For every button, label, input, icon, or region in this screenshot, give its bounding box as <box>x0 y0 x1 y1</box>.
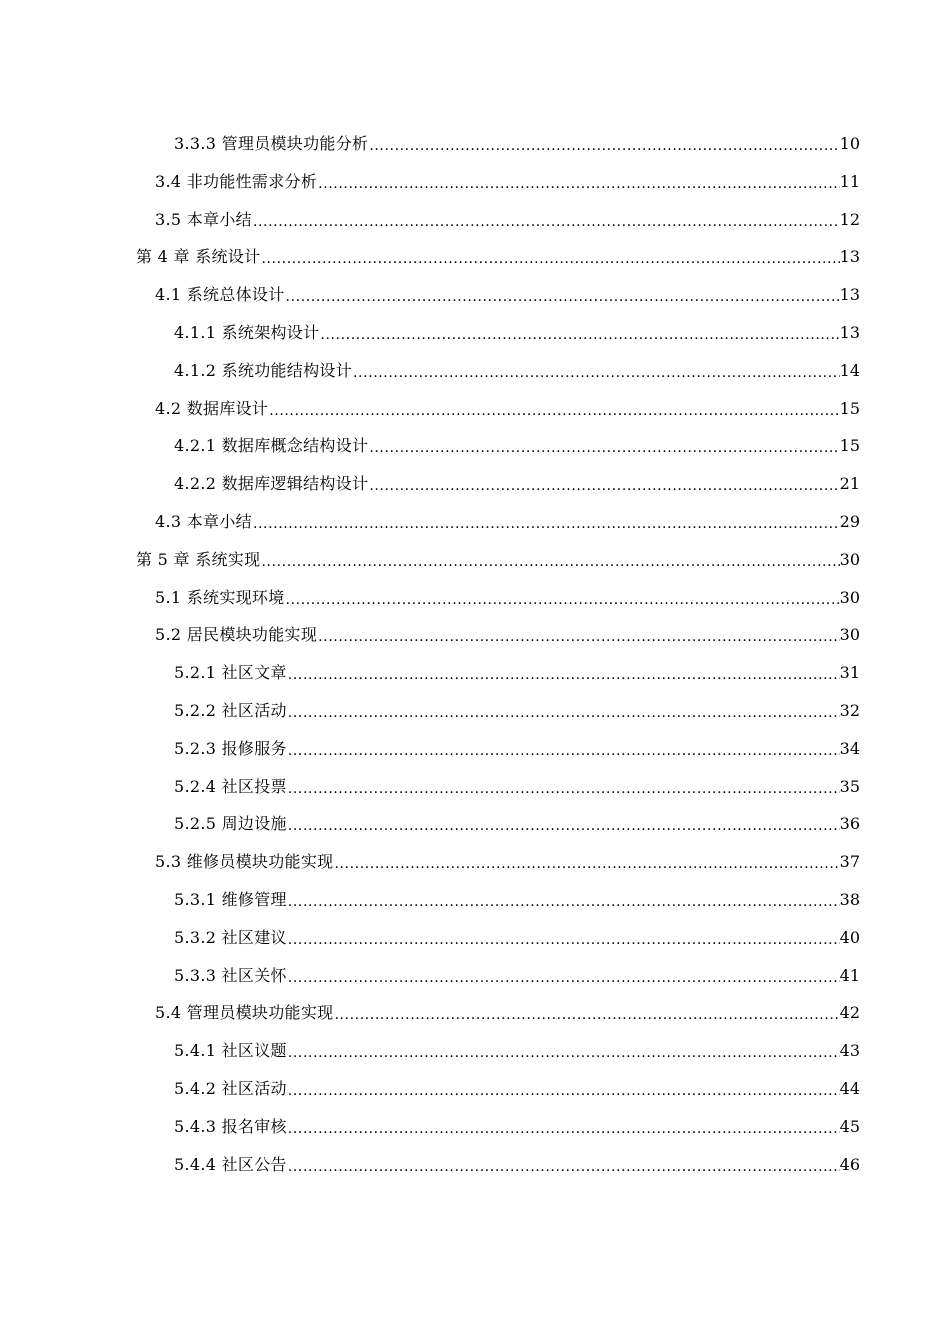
toc-entry[interactable] <box>155 397 860 421</box>
toc-entry[interactable] <box>174 1077 860 1101</box>
toc-dot-leader <box>285 586 840 610</box>
toc-entry-page-number: 38 <box>839 890 860 909</box>
toc-entry-title: 4.2.1 数据库概念结构设计 <box>174 436 369 456</box>
toc-dot-leader <box>287 1115 840 1139</box>
toc-entry-page-number: 21 <box>839 474 860 494</box>
toc-entry[interactable] <box>174 775 860 799</box>
toc-dot-leader <box>287 888 840 912</box>
toc-entry[interactable] <box>136 245 860 269</box>
toc-entry[interactable] <box>136 548 860 572</box>
toc-entry-page-number: 32 <box>839 701 860 720</box>
toc-entry[interactable] <box>155 1001 860 1025</box>
toc-dot-leader <box>333 1001 839 1025</box>
toc-entry[interactable] <box>155 850 860 874</box>
toc-dot-leader <box>268 397 839 421</box>
toc-entry-title: 5.4.4 社区公告 <box>174 1154 287 1174</box>
toc-entry-title: 5.3.2 社区建议 <box>174 927 287 947</box>
toc-entry-title: 5.2.5 周边设施 <box>174 814 287 834</box>
toc-dot-leader <box>352 359 840 383</box>
toc-dot-leader <box>287 1153 840 1177</box>
toc-entry-title: 5.4.2 社区活动 <box>174 1079 287 1098</box>
toc-dot-leader <box>317 170 840 194</box>
toc-entry-page-number: 30 <box>839 549 860 569</box>
toc-dot-leader <box>333 850 839 874</box>
toc-entry-title: 5.4 管理员模块功能实现 <box>155 1003 334 1023</box>
toc-entry-title: 4.2 数据库设计 <box>155 398 269 418</box>
toc-entry-page-number: 12 <box>839 209 860 229</box>
toc-dot-leader <box>287 775 840 799</box>
toc-entry-page-number: 35 <box>839 776 860 796</box>
toc-dot-leader <box>260 245 839 269</box>
toc-dot-leader <box>287 812 840 836</box>
toc-entry-page-number: 13 <box>839 247 860 267</box>
toc-dot-leader <box>287 1039 840 1063</box>
toc-entry-page-number: 36 <box>839 814 860 834</box>
toc-entry-page-number: 11 <box>839 171 860 191</box>
toc-entry-title: 4.1.1 系统架构设计 <box>174 323 320 342</box>
toc-entry[interactable] <box>174 812 860 836</box>
toc-entry[interactable] <box>155 623 860 647</box>
toc-entry-title: 5.2.4 社区投票 <box>174 776 287 796</box>
toc-dot-leader <box>287 1077 840 1101</box>
toc-entry[interactable] <box>155 208 860 232</box>
toc-dot-leader <box>368 434 839 458</box>
toc-entry-page-number: 14 <box>839 360 860 380</box>
toc-entry[interactable] <box>155 586 860 610</box>
toc-entry-title: 4.1.2 系统功能结构设计 <box>174 360 352 380</box>
toc-entry[interactable] <box>155 510 860 534</box>
toc-entry-page-number: 40 <box>839 927 860 947</box>
toc-entry-page-number: 34 <box>839 738 860 758</box>
toc-entry-title: 3.4 非功能性需求分析 <box>155 171 318 191</box>
toc-dot-leader <box>260 548 839 572</box>
toc-entry[interactable] <box>174 964 860 988</box>
toc-entry-page-number: 37 <box>839 852 860 872</box>
toc-entry-title: 5.4.3 报名审核 <box>174 1116 287 1136</box>
toc-entry-title: 4.2.2 数据库逻辑结构设计 <box>174 474 369 494</box>
toc-dot-leader <box>368 472 839 496</box>
toc-entry[interactable] <box>174 926 860 950</box>
toc-entry[interactable] <box>174 1153 860 1177</box>
toc-entry-title: 3.3.3 管理员模块功能分析 <box>174 134 369 153</box>
toc-dot-leader <box>287 964 840 988</box>
toc-entry-page-number: 43 <box>839 1041 860 1061</box>
toc-dot-leader <box>252 510 840 534</box>
toc-entry[interactable] <box>174 661 860 685</box>
toc-entry-page-number: 30 <box>839 587 860 607</box>
toc-dot-leader <box>287 737 840 761</box>
toc-entry-page-number: 29 <box>839 512 860 531</box>
toc-entry[interactable] <box>155 283 860 307</box>
toc-entry-title: 5.2.1 社区文章 <box>174 663 287 683</box>
toc-entry[interactable] <box>174 1039 860 1063</box>
toc-entry-page-number: 41 <box>839 965 860 985</box>
toc-entry-title: 3.5 本章小结 <box>155 209 252 229</box>
toc-entry-title: 5.2.3 报修服务 <box>174 738 287 758</box>
toc-entry[interactable] <box>174 321 860 345</box>
toc-entry-page-number: 10 <box>839 134 860 153</box>
toc-entry-title: 5.3 维修员模块功能实现 <box>155 852 334 872</box>
toc-entry-page-number: 30 <box>839 625 860 645</box>
toc-entry[interactable] <box>174 472 860 496</box>
toc-entry[interactable] <box>174 888 860 912</box>
toc-dot-leader <box>252 208 840 232</box>
toc-entry-page-number: 44 <box>839 1079 860 1098</box>
toc-entry-page-number: 15 <box>839 436 860 456</box>
toc-entry[interactable] <box>174 1115 860 1139</box>
toc-entry[interactable] <box>174 359 860 383</box>
toc-entry[interactable] <box>155 170 860 194</box>
toc-entry-title: 5.1 系统实现环境 <box>155 587 285 607</box>
toc-entry-page-number: 13 <box>839 323 860 342</box>
toc-entry[interactable] <box>174 132 860 156</box>
toc-dot-leader <box>319 321 839 345</box>
toc-dot-leader <box>285 283 840 307</box>
toc-dot-leader <box>287 699 840 723</box>
toc-entry-title: 5.3.1 维修管理 <box>174 890 287 909</box>
toc-entry-title: 5.2 居民模块功能实现 <box>155 625 318 645</box>
toc-entry[interactable] <box>174 434 860 458</box>
toc-entry[interactable] <box>174 699 860 723</box>
toc-dot-leader <box>287 661 840 685</box>
toc-entry-page-number: 31 <box>839 663 860 683</box>
toc-entry-page-number: 45 <box>839 1116 860 1136</box>
toc-dot-leader <box>368 132 839 156</box>
toc-entry-title: 4.3 本章小结 <box>155 512 252 531</box>
toc-entry-title: 5.2.2 社区活动 <box>174 701 287 720</box>
toc-entry-page-number: 13 <box>839 285 860 305</box>
toc-dot-leader <box>317 623 840 647</box>
toc-entry-title: 第 4 章 系统设计 <box>136 247 261 267</box>
toc-entry-title: 5.3.3 社区关怀 <box>174 965 287 985</box>
toc-entry-title: 5.4.1 社区议题 <box>174 1041 287 1061</box>
toc-entry-page-number: 15 <box>839 398 860 418</box>
toc-entry-title: 4.1 系统总体设计 <box>155 285 285 305</box>
toc-entry-page-number: 46 <box>839 1154 860 1174</box>
toc-dot-leader <box>287 926 840 950</box>
toc-entry-page-number: 42 <box>839 1003 860 1023</box>
toc-entry[interactable] <box>174 737 860 761</box>
toc-entry-title: 第 5 章 系统实现 <box>136 549 261 569</box>
